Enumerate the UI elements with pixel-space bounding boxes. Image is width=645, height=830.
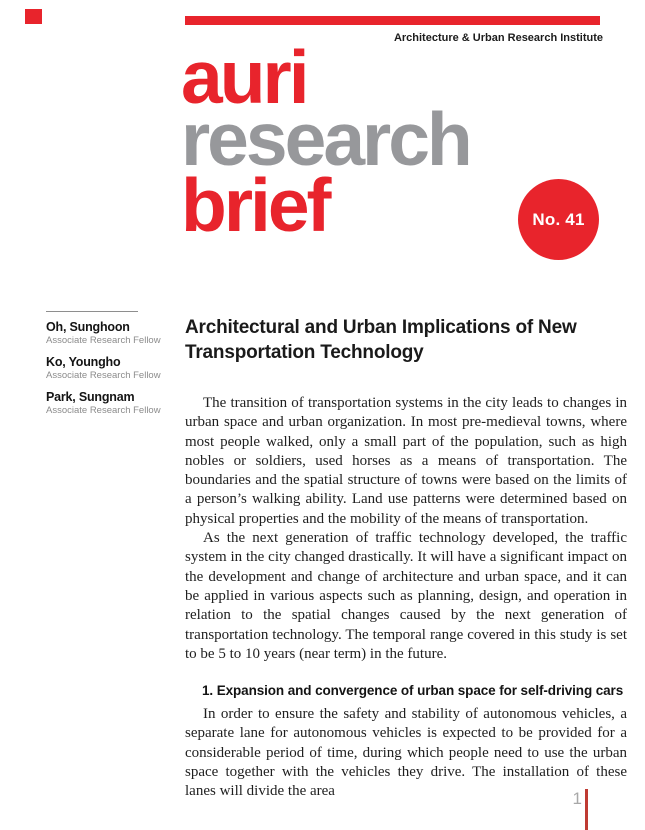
article-body	[185, 394, 627, 802]
article-paragraph: As the next generation of traffic technology developed, the traffic system in the city changed drastically. It will have a significant impact on the development and change of architecture and urban space, and it can be applied in various aspects such as planning, design, and operation in relation to the spatial changes caused by the next generation of transportation technology. The temporal range covered in this study is set to be 5 to 10 years (near term) in the future.	[185, 530, 627, 662]
author-role: Associate Research Fellow	[46, 335, 161, 346]
issue-number-badge	[518, 179, 599, 260]
section-1-heading: 1. Expansion and convergence of urban space for self-driving cars	[202, 683, 624, 699]
author-name: Oh, Sunghoon	[46, 320, 130, 334]
author-entry	[46, 390, 186, 417]
author-entry	[46, 320, 186, 347]
authors-panel	[46, 311, 186, 425]
article-paragraph: In order to ensure the safety and stability of autonomous vehicles, a separate lane for autonomous vehicles is expected to be provided for a considerable period of time, during which people need to use the urban space together with the vehicles they drive. The installation of these lanes will divide the area	[185, 706, 627, 800]
header-rule	[185, 16, 600, 25]
article-paragraph: The transition of transportation systems in the city leads to changes in urban space and urban organization. In most pre-medieval towns, where most people walked, only a small part of the population, such as high nobles or soldiers, used horses as a means of transportation. The boundaries and the spatial structure of towns were based on the limits of a person’s walking ability. Land use patterns were determined based on physical properties and the mobility of the means of transportation.	[185, 395, 627, 527]
article-title: Architectural and Urban Implications of New Transportation Technology	[185, 317, 577, 363]
corner-bleed-mark	[25, 9, 42, 24]
authors-rule	[46, 311, 138, 312]
logo-word-research: research	[181, 97, 470, 181]
institute-name: Architecture & Urban Research Institute	[393, 32, 603, 44]
footer-rule	[585, 789, 588, 830]
logo-word-brief: brief	[181, 163, 329, 247]
author-name: Park, Sungnam	[46, 390, 135, 404]
page-number: 1	[572, 789, 582, 808]
author-role: Associate Research Fellow	[46, 370, 161, 381]
author-name: Ko, Youngho	[46, 355, 121, 369]
author-entry	[46, 355, 186, 382]
logo-word-auri: auri	[181, 35, 307, 119]
author-role: Associate Research Fellow	[46, 405, 161, 416]
issue-number-label: No. 41	[532, 209, 585, 229]
